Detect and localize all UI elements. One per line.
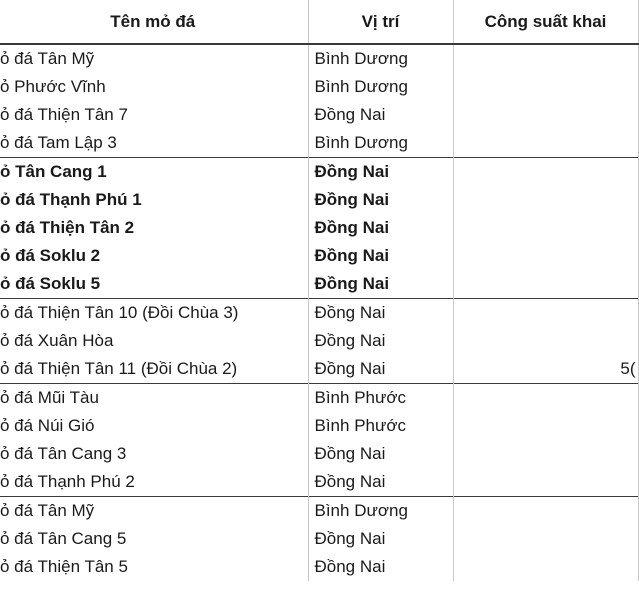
table-row <box>0 73 638 101</box>
name-cell[interactable]: ỏ đá Thạnh Phú 1 <box>0 186 308 214</box>
table-row <box>0 270 638 299</box>
location-cell[interactable]: Đồng Nai <box>308 468 453 497</box>
table-row <box>0 355 638 384</box>
capacity-cell[interactable] <box>453 158 638 187</box>
table-row <box>0 497 638 526</box>
name-cell[interactable]: ỏ đá Soklu 2 <box>0 242 308 270</box>
table-row <box>0 186 638 214</box>
capacity-cell[interactable] <box>453 497 638 526</box>
table-row <box>0 468 638 497</box>
location-cell[interactable]: Bình Phước <box>308 384 453 413</box>
location-cell[interactable]: Bình Phước <box>308 412 453 440</box>
table-row <box>0 158 638 187</box>
location-cell[interactable]: Đồng Nai <box>308 186 453 214</box>
name-cell[interactable]: ỏ đá Thiện Tân 2 <box>0 214 308 242</box>
name-cell[interactable]: ỏ đá Thạnh Phú 2 <box>0 468 308 497</box>
name-cell[interactable]: ỏ đá Tân Cang 3 <box>0 440 308 468</box>
capacity-cell[interactable] <box>453 73 638 101</box>
location-cell[interactable]: Bình Dương <box>308 497 453 526</box>
table-row <box>0 129 638 158</box>
location-cell[interactable]: Đồng Nai <box>308 214 453 242</box>
name-cell[interactable]: ỏ đá Tân Mỹ <box>0 44 308 73</box>
location-cell[interactable]: Bình Dương <box>308 44 453 73</box>
header-row <box>0 0 638 44</box>
table-row <box>0 214 638 242</box>
capacity-cell[interactable] <box>453 44 638 73</box>
capacity-cell[interactable] <box>453 553 638 581</box>
name-cell[interactable]: ỏ đá Mũi Tàu <box>0 384 308 413</box>
capacity-cell[interactable] <box>453 412 638 440</box>
name-cell[interactable]: ỏ đá Thiện Tân 10 (Đồi Chùa 3) <box>0 299 308 328</box>
header-name[interactable]: Tên mỏ đá <box>0 0 308 44</box>
location-cell[interactable]: Đồng Nai <box>308 299 453 328</box>
name-cell[interactable]: ỏ Tân Cang 1 <box>0 158 308 187</box>
location-cell[interactable]: Đồng Nai <box>308 355 453 384</box>
location-cell[interactable]: Đồng Nai <box>308 553 453 581</box>
table-row <box>0 384 638 413</box>
capacity-cell[interactable] <box>453 468 638 497</box>
capacity-cell[interactable] <box>453 129 638 158</box>
location-cell[interactable]: Đồng Nai <box>308 101 453 129</box>
name-cell[interactable]: ỏ đá Tân Mỹ <box>0 497 308 526</box>
table-row <box>0 525 638 553</box>
capacity-cell[interactable] <box>453 525 638 553</box>
name-cell[interactable]: ỏ đá Soklu 5 <box>0 270 308 299</box>
name-cell[interactable]: ỏ đá Núi Gió <box>0 412 308 440</box>
name-cell[interactable]: ỏ đá Thiện Tân 11 (Đồi Chùa 2) <box>0 355 308 384</box>
table-row <box>0 440 638 468</box>
header-capacity[interactable]: Công suất khai <box>453 0 638 44</box>
capacity-cell[interactable] <box>453 384 638 413</box>
location-cell[interactable]: Đồng Nai <box>308 242 453 270</box>
location-cell[interactable]: Bình Dương <box>308 129 453 158</box>
capacity-cell[interactable] <box>453 214 638 242</box>
capacity-cell[interactable] <box>453 242 638 270</box>
table-row <box>0 242 638 270</box>
table-row <box>0 299 638 328</box>
capacity-cell[interactable] <box>453 440 638 468</box>
location-cell[interactable]: Đồng Nai <box>308 270 453 299</box>
name-cell[interactable]: ỏ đá Thiện Tân 7 <box>0 101 308 129</box>
location-cell[interactable]: Đồng Nai <box>308 158 453 187</box>
location-cell[interactable]: Đồng Nai <box>308 525 453 553</box>
capacity-cell[interactable]: 5( <box>453 355 638 384</box>
name-cell[interactable]: ỏ đá Xuân Hòa <box>0 327 308 355</box>
table-row <box>0 327 638 355</box>
location-cell[interactable]: Đồng Nai <box>308 327 453 355</box>
header-location[interactable]: Vị trí <box>308 0 453 44</box>
table-row <box>0 553 638 581</box>
table-row <box>0 44 638 73</box>
capacity-cell[interactable] <box>453 270 638 299</box>
capacity-cell[interactable] <box>453 299 638 328</box>
name-cell[interactable]: ỏ Phước Vĩnh <box>0 73 308 101</box>
capacity-cell[interactable] <box>453 327 638 355</box>
table-row <box>0 412 638 440</box>
name-cell[interactable]: ỏ đá Thiện Tân 5 <box>0 553 308 581</box>
name-cell[interactable]: ỏ đá Tân Cang 5 <box>0 525 308 553</box>
name-cell[interactable]: ỏ đá Tam Lập 3 <box>0 129 308 158</box>
table-body <box>0 44 638 581</box>
location-cell[interactable]: Bình Dương <box>308 73 453 101</box>
table-row <box>0 101 638 129</box>
capacity-cell[interactable] <box>453 186 638 214</box>
capacity-cell[interactable] <box>453 101 638 129</box>
location-cell[interactable]: Đồng Nai <box>308 440 453 468</box>
